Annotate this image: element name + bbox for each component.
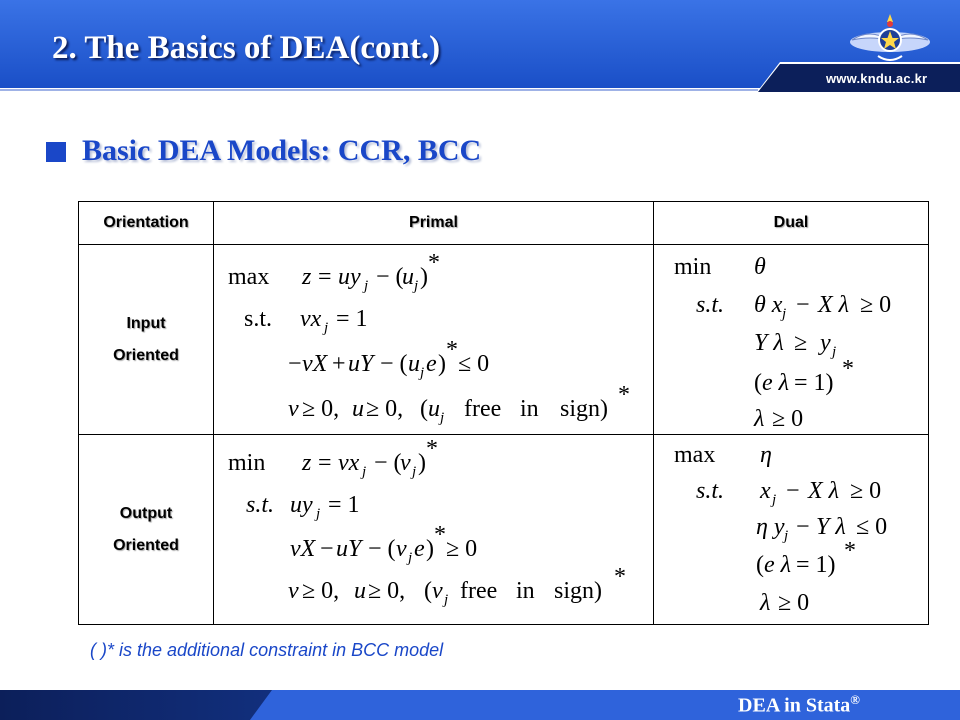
svg-text:≥ 0,: ≥ 0,	[368, 577, 406, 604]
svg-text:j: j	[440, 409, 445, 426]
svg-text:− (: − (	[380, 350, 408, 377]
bullet-square-icon	[46, 142, 66, 162]
svg-text:− (: − (	[374, 449, 402, 476]
svg-text:v: v	[288, 395, 299, 422]
svg-text:u: u	[354, 577, 366, 604]
svg-text:uy: uy	[290, 491, 313, 518]
svg-text:free: free	[464, 395, 502, 422]
svg-text:e: e	[426, 350, 437, 377]
svg-text:=: =	[318, 263, 332, 290]
footer-label	[738, 692, 860, 718]
svg-text:x: x	[760, 477, 771, 504]
svg-text:j: j	[414, 277, 419, 294]
svg-text:e λ: e λ	[762, 369, 790, 396]
svg-text:min: min	[674, 253, 712, 280]
svg-text:s.t.: s.t.	[696, 291, 725, 318]
svg-text:= 1): = 1)	[796, 551, 836, 578]
dea-models-table	[78, 201, 929, 625]
svg-text:in: in	[516, 577, 535, 604]
svg-text:uY: uY	[348, 350, 374, 377]
svg-text:(: (	[420, 395, 428, 422]
svg-text:*: *	[844, 537, 856, 564]
svg-text:v: v	[400, 449, 411, 476]
orientation-line: Oriented	[113, 536, 179, 554]
bcc-footnote: ( )* is the additional constraint in BCC model	[90, 640, 444, 660]
svg-text:≥ 0: ≥ 0	[850, 477, 882, 504]
svg-text:min: min	[228, 449, 266, 476]
svg-text:η: η	[760, 441, 772, 468]
svg-text:s.t.: s.t.	[246, 491, 275, 518]
svg-text:s.t.: s.t.	[696, 477, 725, 504]
dual-equations-output	[654, 436, 927, 624]
svg-text:z: z	[302, 263, 312, 290]
orientation-line: Input	[126, 314, 166, 332]
svg-text:vx: vx	[338, 449, 360, 476]
svg-text:≤ 0: ≤ 0	[856, 513, 888, 540]
svg-text:): )	[438, 350, 446, 377]
dual-equations-input	[654, 246, 927, 434]
svg-text:− (: − (	[376, 263, 404, 290]
svg-text:≥ 0: ≥ 0	[446, 535, 478, 562]
orientation-cell	[79, 245, 214, 435]
svg-text:j: j	[408, 549, 413, 566]
svg-text:j: j	[832, 343, 837, 360]
svg-text:−: −	[796, 291, 810, 318]
section-heading	[46, 134, 481, 168]
primal-cell	[214, 245, 654, 435]
svg-text:vX: vX	[302, 350, 328, 377]
svg-text:*: *	[446, 336, 458, 363]
svg-text:≥ 0: ≥ 0	[778, 589, 810, 616]
table-row-output-oriented	[79, 435, 929, 625]
svg-text:j: j	[316, 505, 321, 522]
svg-text:sign): sign)	[560, 395, 608, 422]
svg-text:uY: uY	[336, 535, 362, 562]
svg-text:j: j	[784, 527, 789, 544]
svg-text:v: v	[396, 535, 407, 562]
dual-cell	[654, 435, 929, 625]
svg-text:in: in	[520, 395, 539, 422]
svg-text:X λ: X λ	[818, 291, 850, 318]
svg-text:): )	[418, 449, 426, 476]
svg-text:*: *	[618, 381, 630, 408]
svg-text:≥ 0,: ≥ 0,	[302, 395, 340, 422]
dual-cell	[654, 245, 929, 435]
registered-mark: ®	[850, 692, 860, 707]
svg-text:θ: θ	[754, 253, 766, 280]
svg-text:=: =	[318, 449, 332, 476]
svg-text:): )	[426, 535, 434, 562]
svg-text:η y: η y	[756, 513, 785, 540]
orientation-line: Oriented	[113, 346, 179, 364]
svg-text:u: u	[428, 395, 440, 422]
footer-title: DEA in Stata	[738, 694, 851, 717]
svg-text:v: v	[288, 577, 299, 604]
svg-text:λ: λ	[754, 405, 765, 432]
section-title: Basic DEA Models: CCR, BCC	[82, 134, 482, 167]
svg-text:u: u	[402, 263, 414, 290]
column-header-primal: Primal	[214, 202, 654, 245]
slide-title: 2. The Basics of DEA(cont.)	[52, 30, 441, 66]
svg-text:−: −	[320, 535, 334, 562]
column-header-dual: Dual	[654, 202, 929, 245]
svg-text:s.t.: s.t.	[244, 305, 273, 332]
svg-text:≥: ≥	[794, 329, 808, 356]
svg-text:X λ: X λ	[808, 477, 840, 504]
svg-text:j: j	[444, 591, 449, 608]
svg-text:): )	[420, 263, 428, 290]
svg-text:u: u	[352, 395, 364, 422]
university-emblem-icon	[848, 10, 932, 70]
svg-text:e λ: e λ	[764, 551, 792, 578]
svg-text:−: −	[796, 513, 810, 540]
column-header-orientation: Orientation	[79, 202, 214, 245]
svg-text:max: max	[674, 441, 716, 468]
svg-text:λ: λ	[760, 589, 771, 616]
table-header-row	[79, 202, 929, 245]
svg-text:≥ 0,: ≥ 0,	[366, 395, 404, 422]
svg-text:−: −	[288, 350, 302, 377]
svg-text:= 1: = 1	[336, 305, 368, 332]
svg-text:*: *	[426, 435, 438, 462]
primal-equations-input	[214, 246, 652, 434]
svg-text:≥ 0: ≥ 0	[860, 291, 892, 318]
svg-text:*: *	[428, 249, 440, 276]
svg-text:(: (	[756, 551, 764, 578]
svg-text:vX: vX	[290, 535, 316, 562]
svg-text:j: j	[324, 319, 329, 336]
svg-text:sign): sign)	[554, 577, 602, 604]
svg-text:uy: uy	[338, 263, 361, 290]
svg-text:≤ 0: ≤ 0	[458, 350, 490, 377]
svg-text:+: +	[332, 350, 346, 377]
primal-equations-output	[214, 436, 652, 624]
svg-text:= 1: = 1	[328, 491, 360, 518]
svg-text:j: j	[782, 305, 787, 322]
primal-cell	[214, 435, 654, 625]
svg-text:j: j	[420, 364, 425, 381]
svg-text:(: (	[754, 369, 762, 396]
svg-text:v: v	[432, 577, 443, 604]
svg-text:j: j	[362, 463, 367, 480]
svg-text:≥ 0: ≥ 0	[772, 405, 804, 432]
svg-text:(: (	[424, 577, 432, 604]
site-url[interactable]: www.kndu.ac.kr	[826, 71, 928, 86]
svg-text:vx: vx	[300, 305, 322, 332]
svg-text:= 1): = 1)	[794, 369, 834, 396]
svg-text:e: e	[414, 535, 425, 562]
svg-text:y: y	[820, 329, 831, 356]
svg-text:≥ 0,: ≥ 0,	[302, 577, 340, 604]
svg-text:z: z	[302, 449, 312, 476]
svg-text:*: *	[434, 521, 446, 548]
orientation-line: Output	[119, 504, 173, 522]
svg-text:−: −	[786, 477, 800, 504]
svg-text:*: *	[842, 355, 854, 382]
svg-text:*: *	[614, 563, 626, 590]
svg-text:max: max	[228, 263, 270, 290]
svg-text:j: j	[364, 277, 369, 294]
svg-text:θ x: θ x	[754, 291, 783, 318]
svg-text:Y λ: Y λ	[816, 513, 846, 540]
table-row-input-oriented	[79, 245, 929, 435]
svg-text:u: u	[408, 350, 420, 377]
svg-text:Y λ: Y λ	[754, 329, 784, 356]
svg-text:j: j	[772, 491, 777, 508]
svg-text:j: j	[412, 463, 417, 480]
svg-text:free: free	[460, 577, 498, 604]
orientation-cell	[79, 435, 214, 625]
svg-text:− (: − (	[368, 535, 396, 562]
